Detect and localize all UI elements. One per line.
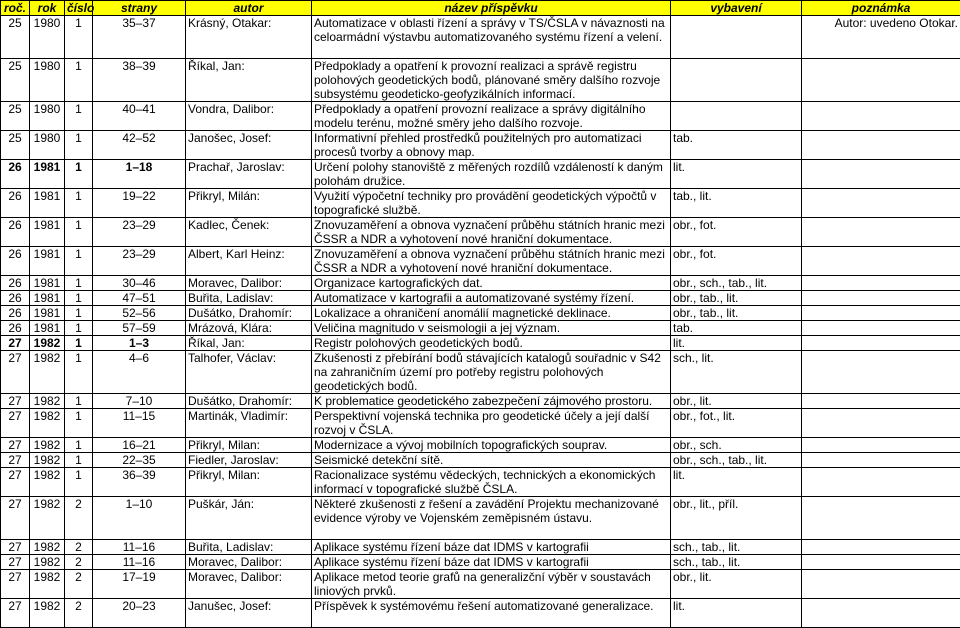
cell-rok: 1982 xyxy=(30,599,65,628)
cell-strany: 19–22 xyxy=(93,189,186,218)
cell-poznamka xyxy=(802,453,960,468)
cell-autor: Mrázová, Klára: xyxy=(186,321,312,336)
table-row xyxy=(1,189,960,218)
cell-rok: 1982 xyxy=(30,570,65,599)
table-row xyxy=(1,497,960,540)
cell-strany: 35–37 xyxy=(93,16,186,59)
cell-autor: Moravec, Dalibor: xyxy=(186,276,312,291)
cell-poznamka: Autor: uvedeno Otokar. xyxy=(802,16,960,59)
cell-strany: 7–10 xyxy=(93,394,186,409)
header-cell: rok xyxy=(30,1,65,16)
cell-cislo: 2 xyxy=(65,599,93,628)
cell-autor: Moravec, Dalibor: xyxy=(186,555,312,570)
table-row xyxy=(1,570,960,599)
cell-poznamka xyxy=(802,276,960,291)
cell-roc: 26 xyxy=(1,291,30,306)
cell-autor: Puškár, Ján: xyxy=(186,497,312,540)
cell-cislo: 1 xyxy=(65,336,93,351)
cell-poznamka xyxy=(802,540,960,555)
cell-poznamka xyxy=(802,160,960,189)
cell-autor: Martinák, Vladimír: xyxy=(186,409,312,438)
cell-rok: 1980 xyxy=(30,16,65,59)
table-row xyxy=(1,336,960,351)
table-row xyxy=(1,16,960,59)
cell-autor: Dušátko, Drahomír: xyxy=(186,394,312,409)
cell-rok: 1981 xyxy=(30,218,65,247)
cell-nazev: Předpoklady a opatření provozní realizace a správy digitálního modelu terénu, možné směry jeho dalšího rozvoje. xyxy=(312,102,671,131)
cell-roc: 27 xyxy=(1,351,30,394)
cell-poznamka xyxy=(802,394,960,409)
table-row xyxy=(1,247,960,276)
table-row xyxy=(1,160,960,189)
cell-vybaveni: tab. xyxy=(671,131,802,160)
cell-rok: 1982 xyxy=(30,468,65,497)
header-cell: strany xyxy=(93,1,186,16)
cell-rok: 1981 xyxy=(30,306,65,321)
cell-poznamka xyxy=(802,131,960,160)
header-cell: číslo xyxy=(65,1,93,16)
table-row xyxy=(1,468,960,497)
cell-autor: Fiedler, Jaroslav: xyxy=(186,453,312,468)
cell-nazev: Automatizace v kartografii a automatizované systémy řízení. xyxy=(312,291,671,306)
cell-cislo: 1 xyxy=(65,102,93,131)
cell-roc: 26 xyxy=(1,276,30,291)
cell-vybaveni: obr., fot., lit. xyxy=(671,409,802,438)
cell-autor: Vondra, Dalibor: xyxy=(186,102,312,131)
cell-nazev: Modernizace a vývoj mobilních topografických souprav. xyxy=(312,438,671,453)
cell-cislo: 1 xyxy=(65,16,93,59)
header-cell: autor xyxy=(186,1,312,16)
table-row xyxy=(1,599,960,628)
cell-strany: 47–51 xyxy=(93,291,186,306)
cell-strany: 40–41 xyxy=(93,102,186,131)
cell-poznamka xyxy=(802,291,960,306)
cell-roc: 27 xyxy=(1,336,30,351)
cell-autor: Přikryl, Milán: xyxy=(186,189,312,218)
cell-poznamka xyxy=(802,570,960,599)
cell-poznamka xyxy=(802,59,960,102)
cell-autor: Přikryl, Milan: xyxy=(186,438,312,453)
cell-strany: 52–56 xyxy=(93,306,186,321)
cell-autor: Janošec, Josef: xyxy=(186,131,312,160)
cell-vybaveni: tab., lit. xyxy=(671,189,802,218)
cell-vybaveni: tab. xyxy=(671,321,802,336)
cell-rok: 1981 xyxy=(30,291,65,306)
table-row xyxy=(1,453,960,468)
cell-nazev: Racionalizace systému vědeckých, technických a ekonomických informací v topografické službě ČSLA. xyxy=(312,468,671,497)
cell-rok: 1982 xyxy=(30,351,65,394)
table-row xyxy=(1,291,960,306)
cell-cislo: 1 xyxy=(65,131,93,160)
cell-strany: 4–6 xyxy=(93,351,186,394)
cell-rok: 1980 xyxy=(30,102,65,131)
cell-nazev: Využití výpočetní techniky pro provádění geodetických výpočtů v topografické službě. xyxy=(312,189,671,218)
cell-roc: 26 xyxy=(1,189,30,218)
cell-cislo: 1 xyxy=(65,453,93,468)
cell-nazev: Informativní přehled prostředků použitelných pro automatizaci procesů tvorby a obnovy map. xyxy=(312,131,671,160)
table-row xyxy=(1,218,960,247)
cell-autor: Moravec, Dalibor: xyxy=(186,570,312,599)
cell-vybaveni: obr., lit., příl. xyxy=(671,497,802,540)
cell-autor: Říkal, Jan: xyxy=(186,336,312,351)
cell-cislo: 1 xyxy=(65,394,93,409)
cell-poznamka xyxy=(802,599,960,628)
table-row xyxy=(1,555,960,570)
cell-autor: Buřita, Ladislav: xyxy=(186,291,312,306)
table-row xyxy=(1,409,960,438)
cell-cislo: 1 xyxy=(65,438,93,453)
cell-rok: 1981 xyxy=(30,321,65,336)
cell-cislo: 1 xyxy=(65,351,93,394)
cell-poznamka xyxy=(802,247,960,276)
cell-cislo: 2 xyxy=(65,570,93,599)
cell-vybaveni: obr., lit. xyxy=(671,570,802,599)
cell-strany: 17–19 xyxy=(93,570,186,599)
cell-roc: 27 xyxy=(1,497,30,540)
cell-strany: 1–3 xyxy=(93,336,186,351)
table-body xyxy=(1,16,960,628)
cell-cislo: 1 xyxy=(65,321,93,336)
cell-roc: 26 xyxy=(1,306,30,321)
table-row xyxy=(1,131,960,160)
cell-cislo: 1 xyxy=(65,409,93,438)
table-row xyxy=(1,438,960,453)
cell-strany: 11–16 xyxy=(93,555,186,570)
cell-poznamka xyxy=(802,306,960,321)
cell-nazev: K problematice geodetického zabezpečení zájmového prostoru. xyxy=(312,394,671,409)
cell-autor: Albert, Karl Heinz: xyxy=(186,247,312,276)
cell-autor: Prachař, Jaroslav: xyxy=(186,160,312,189)
cell-cislo: 1 xyxy=(65,59,93,102)
cell-poznamka xyxy=(802,218,960,247)
cell-strany: 30–46 xyxy=(93,276,186,291)
cell-nazev: Automatizace v oblasti řízení a správy v TS/ČSLA v návaznosti na celoarmádní výstavbu automatizovaného systému řízení a velení. xyxy=(312,16,671,59)
cell-rok: 1982 xyxy=(30,497,65,540)
cell-strany: 11–16 xyxy=(93,540,186,555)
cell-strany: 11–15 xyxy=(93,409,186,438)
cell-cislo: 1 xyxy=(65,160,93,189)
cell-nazev: Některé zkušenosti z řešení a zavádění Projektu mechanizované evidence výroby ve Vojenském zeměpisném ústavu. xyxy=(312,497,671,540)
cell-vybaveni xyxy=(671,102,802,131)
header-cell: vybavení xyxy=(671,1,802,16)
cell-autor: Říkal, Jan: xyxy=(186,59,312,102)
cell-poznamka xyxy=(802,321,960,336)
cell-roc: 26 xyxy=(1,218,30,247)
cell-vybaveni: obr., fot. xyxy=(671,247,802,276)
cell-rok: 1982 xyxy=(30,555,65,570)
cell-roc: 27 xyxy=(1,438,30,453)
cell-nazev: Aplikace metod teorie grafů na generalizční výběr v soustavách liniových prvků. xyxy=(312,570,671,599)
cell-roc: 26 xyxy=(1,247,30,276)
cell-cislo: 1 xyxy=(65,291,93,306)
cell-roc: 27 xyxy=(1,409,30,438)
cell-rok: 1982 xyxy=(30,336,65,351)
cell-nazev: Perspektivní vojenská technika pro geodetické účely a její další rozvoj v ČSLA. xyxy=(312,409,671,438)
header-cell: poznámka xyxy=(802,1,960,16)
table-row xyxy=(1,102,960,131)
table-row xyxy=(1,306,960,321)
cell-roc: 25 xyxy=(1,59,30,102)
header-cell: roč. xyxy=(1,1,30,16)
cell-roc: 25 xyxy=(1,102,30,131)
cell-strany: 23–29 xyxy=(93,247,186,276)
cell-vybaveni: lit. xyxy=(671,336,802,351)
cell-roc: 27 xyxy=(1,394,30,409)
cell-roc: 27 xyxy=(1,468,30,497)
cell-cislo: 2 xyxy=(65,497,93,540)
cell-rok: 1982 xyxy=(30,453,65,468)
cell-vybaveni: obr., sch., tab., lit. xyxy=(671,276,802,291)
cell-strany: 42–52 xyxy=(93,131,186,160)
cell-nazev: Znovuzaměření a obnova vyznačení průběhu státních hranic mezi ČSSR a NDR a vyhotovení nové hraniční dokumentace. xyxy=(312,247,671,276)
cell-strany: 36–39 xyxy=(93,468,186,497)
cell-autor: Talhofer, Václav: xyxy=(186,351,312,394)
cell-rok: 1980 xyxy=(30,131,65,160)
cell-cislo: 1 xyxy=(65,306,93,321)
cell-strany: 38–39 xyxy=(93,59,186,102)
header-cell: název příspěvku xyxy=(312,1,671,16)
cell-nazev: Organizace kartografických dat. xyxy=(312,276,671,291)
cell-poznamka xyxy=(802,438,960,453)
cell-vybaveni: lit. xyxy=(671,160,802,189)
cell-nazev: Lokalizace a ohraničení anomálií magnetické deklinace. xyxy=(312,306,671,321)
table-row xyxy=(1,394,960,409)
cell-strany: 20–23 xyxy=(93,599,186,628)
table-row xyxy=(1,59,960,102)
cell-roc: 26 xyxy=(1,160,30,189)
cell-nazev: Seismické detekční sítě. xyxy=(312,453,671,468)
cell-vybaveni xyxy=(671,59,802,102)
cell-nazev: Zkušenosti z přebírání bodů stávajících katalogů souřadnic v S42 na zahraničním území pro potřeby registru polohových geodetických bodů. xyxy=(312,351,671,394)
cell-rok: 1982 xyxy=(30,409,65,438)
cell-poznamka xyxy=(802,497,960,540)
cell-nazev: Znovuzaměření a obnova vyznačení průběhu státních hranic mezi ČSSR a NDR a vyhotovení nové hraniční dokumentace. xyxy=(312,218,671,247)
cell-poznamka xyxy=(802,409,960,438)
cell-nazev: Aplikace systému řízení báze dat IDMS v kartografii xyxy=(312,555,671,570)
cell-vybaveni: obr., sch., tab., lit. xyxy=(671,453,802,468)
cell-vybaveni: obr., tab., lit. xyxy=(671,306,802,321)
cell-rok: 1981 xyxy=(30,160,65,189)
cell-nazev: Příspěvek k systémovému řešení automatizované generalizace. xyxy=(312,599,671,628)
cell-strany: 1–18 xyxy=(93,160,186,189)
cell-rok: 1981 xyxy=(30,276,65,291)
cell-poznamka xyxy=(802,102,960,131)
cell-poznamka xyxy=(802,336,960,351)
cell-strany: 1–10 xyxy=(93,497,186,540)
cell-strany: 23–29 xyxy=(93,218,186,247)
cell-strany: 22–35 xyxy=(93,453,186,468)
cell-rok: 1981 xyxy=(30,189,65,218)
cell-nazev: Aplikace systému řízení báze dat IDMS v kartografii xyxy=(312,540,671,555)
cell-poznamka xyxy=(802,555,960,570)
cell-vybaveni: obr., fot. xyxy=(671,218,802,247)
table-row xyxy=(1,276,960,291)
cell-vybaveni: sch., tab., lit. xyxy=(671,540,802,555)
cell-cislo: 2 xyxy=(65,555,93,570)
cell-vybaveni: sch., lit. xyxy=(671,351,802,394)
cell-roc: 26 xyxy=(1,321,30,336)
cell-poznamka xyxy=(802,351,960,394)
cell-cislo: 1 xyxy=(65,468,93,497)
cell-strany: 16–21 xyxy=(93,438,186,453)
header-row xyxy=(1,1,960,16)
cell-rok: 1981 xyxy=(30,247,65,276)
cell-autor: Krásný, Otakar: xyxy=(186,16,312,59)
cell-rok: 1980 xyxy=(30,59,65,102)
cell-autor: Kadlec, Čenek: xyxy=(186,218,312,247)
cell-nazev: Registr polohových geodetických bodů. xyxy=(312,336,671,351)
cell-autor: Přikryl, Milan: xyxy=(186,468,312,497)
table-row xyxy=(1,321,960,336)
cell-roc: 27 xyxy=(1,540,30,555)
cell-autor: Janušec, Josef: xyxy=(186,599,312,628)
cell-autor: Buřita, Ladislav: xyxy=(186,540,312,555)
cell-roc: 27 xyxy=(1,570,30,599)
cell-rok: 1982 xyxy=(30,540,65,555)
cell-cislo: 2 xyxy=(65,540,93,555)
cell-vybaveni: obr., lit. xyxy=(671,394,802,409)
cell-rok: 1982 xyxy=(30,394,65,409)
cell-cislo: 1 xyxy=(65,189,93,218)
cell-cislo: 1 xyxy=(65,247,93,276)
cell-nazev: Určení polohy stanoviště z měřených rozdílů vzdáleností k daným polohám družice. xyxy=(312,160,671,189)
cell-roc: 25 xyxy=(1,131,30,160)
cell-nazev: Veličina magnitudo v seismologii a jej význam. xyxy=(312,321,671,336)
cell-poznamka xyxy=(802,468,960,497)
cell-poznamka xyxy=(802,189,960,218)
cell-strany: 57–59 xyxy=(93,321,186,336)
table-row xyxy=(1,540,960,555)
cell-roc: 25 xyxy=(1,16,30,59)
cell-roc: 27 xyxy=(1,555,30,570)
cell-vybaveni: obr., tab., lit. xyxy=(671,291,802,306)
cell-cislo: 1 xyxy=(65,276,93,291)
cell-rok: 1982 xyxy=(30,438,65,453)
cell-nazev: Předpoklady a opatření k provozní realizaci a správě registru polohových geodetických bodů, plánované směry dalšího rozvoje subsystému geodeticko-geofyzikálních informací. xyxy=(312,59,671,102)
cell-roc: 27 xyxy=(1,599,30,628)
cell-cislo: 1 xyxy=(65,218,93,247)
cell-vybaveni: lit. xyxy=(671,599,802,628)
cell-vybaveni xyxy=(671,16,802,59)
cell-vybaveni: lit. xyxy=(671,468,802,497)
cell-vybaveni: sch., tab., lit. xyxy=(671,555,802,570)
cell-autor: Dušátko, Drahomír: xyxy=(186,306,312,321)
table-row xyxy=(1,351,960,394)
cell-vybaveni: obr., sch. xyxy=(671,438,802,453)
cell-roc: 27 xyxy=(1,453,30,468)
